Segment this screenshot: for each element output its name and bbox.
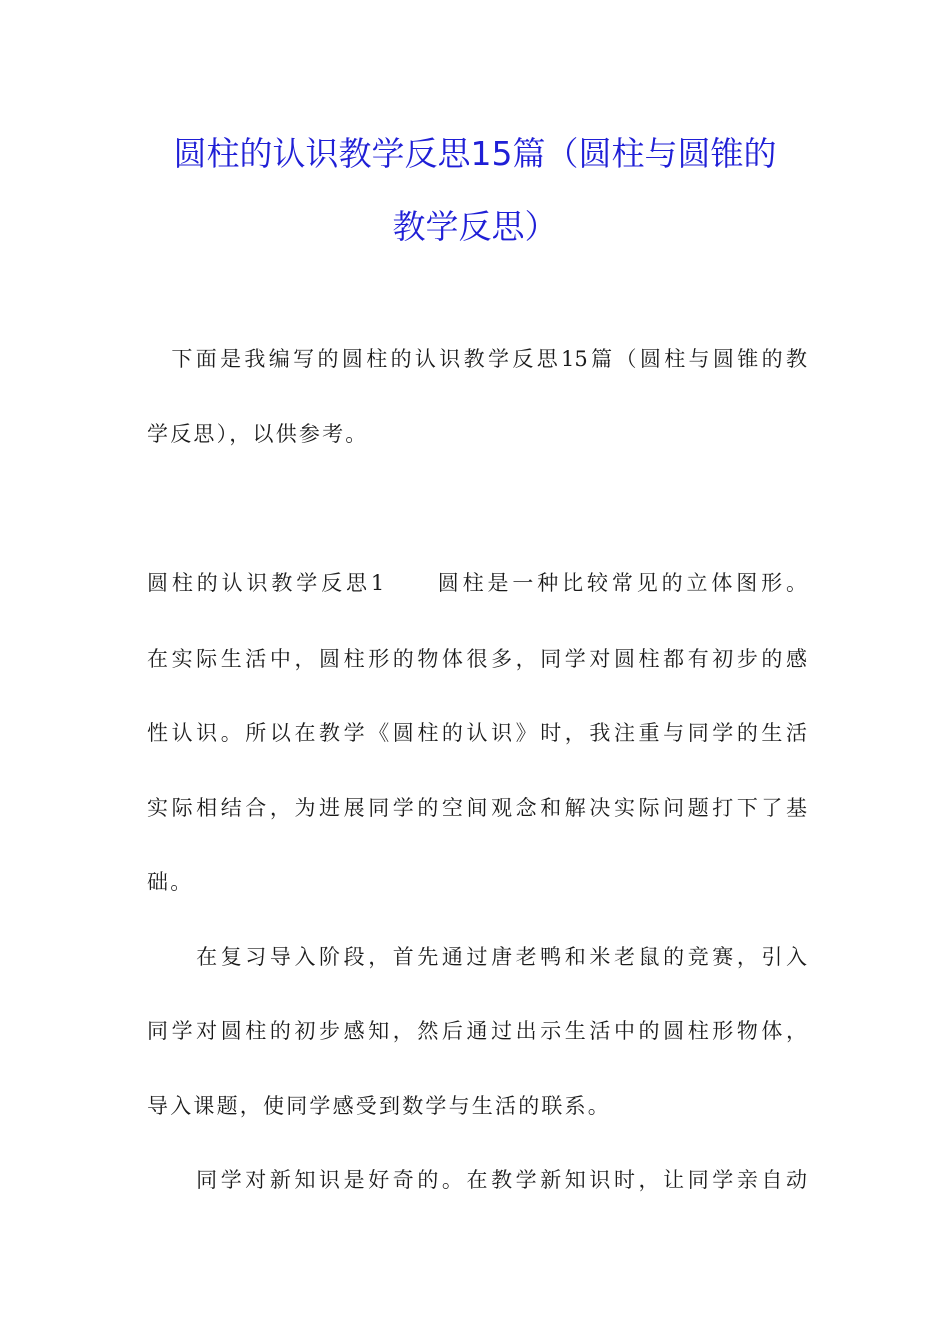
body-line: 实际相结合，为进展同学的空间观念和解决实际问题打下了基 <box>147 796 807 820</box>
body-line: 在实际生活中，圆柱形的物体很多，同学对圆柱都有初步的感 <box>147 647 807 671</box>
body-line: 学反思），以供参考。 <box>147 422 369 446</box>
document-title-line-1: 圆柱的认识教学反思15篇（圆柱与圆锥的 <box>173 134 777 173</box>
body-line: 同学对圆柱的初步感知，然后通过出示生活中的圆柱形物体， <box>147 1019 807 1043</box>
body-line: 在复习导入阶段，首先通过唐老鸭和米老鼠的竞赛，引入 <box>147 945 807 969</box>
body-line: 性认识。所以在教学《圆柱的认识》时，我注重与同学的生活 <box>147 721 807 745</box>
body-line: 同学对新知识是好奇的。在教学新知识时，让同学亲自动 <box>147 1168 807 1192</box>
document-title-line-2: 教学反思） <box>392 207 558 246</box>
body-line: 下面是我编写的圆柱的认识教学反思15篇（圆柱与圆锥的教 <box>147 347 807 371</box>
body-line: 导入课题，使同学感受到数学与生活的联系。 <box>147 1094 611 1118</box>
body-line: 圆柱的认识教学反思1 圆柱是一种比较常见的立体图形。 <box>147 571 807 595</box>
body-line: 础。 <box>147 870 194 894</box>
